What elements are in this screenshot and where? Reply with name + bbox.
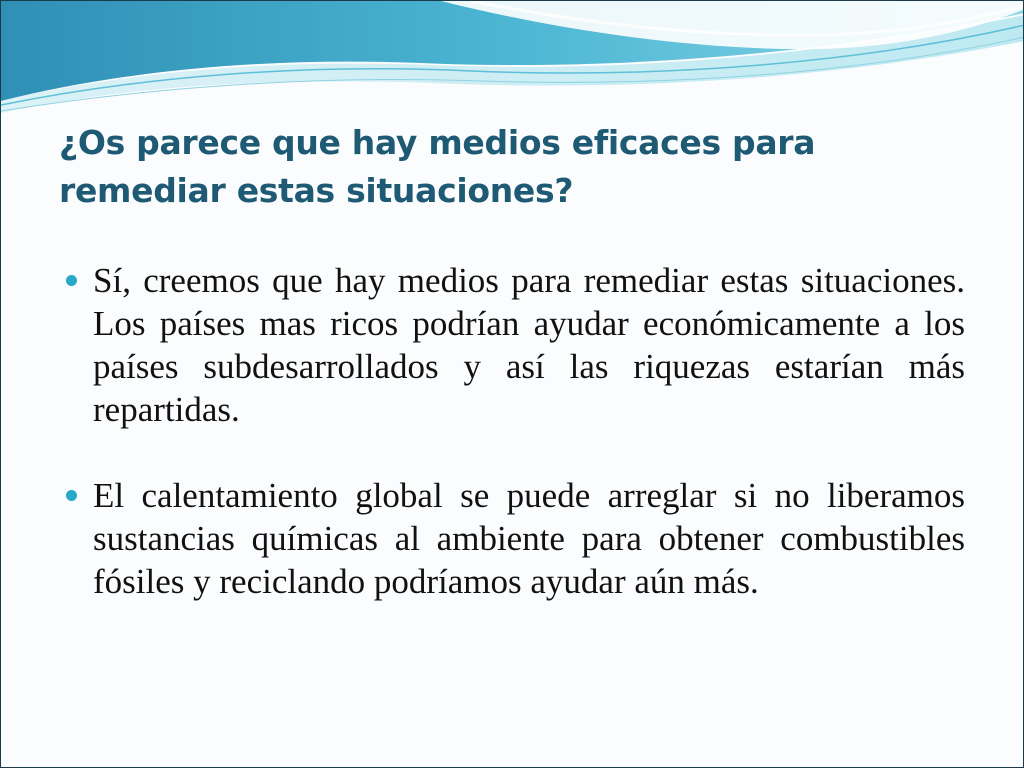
bullet-dot-icon bbox=[66, 490, 77, 501]
slide-title-line-2: remediar estas situaciones? bbox=[59, 171, 574, 210]
bullet-text: El calentamiento global se puede arreglar si no liberamos sustancias químicas al ambiente para obtener combustibles fósiles y reciclando podríamos ayudar aún más. bbox=[93, 476, 965, 601]
slide-title-line-1: ¿Os parece que hay medios eficaces para bbox=[59, 123, 816, 162]
slide-title bbox=[59, 119, 959, 215]
bullet-item bbox=[63, 259, 965, 431]
wave-header-decoration bbox=[1, 1, 1024, 121]
bullet-list bbox=[63, 259, 965, 646]
bullet-item bbox=[63, 474, 965, 603]
bullet-text: Sí, creemos que hay medios para remediar estas situaciones. Los países mas ricos podrían ayudar económicamente a los países subdesarrollados y así las riquezas estarían más repartidas. bbox=[93, 261, 965, 429]
bullet-dot-icon bbox=[66, 275, 77, 286]
